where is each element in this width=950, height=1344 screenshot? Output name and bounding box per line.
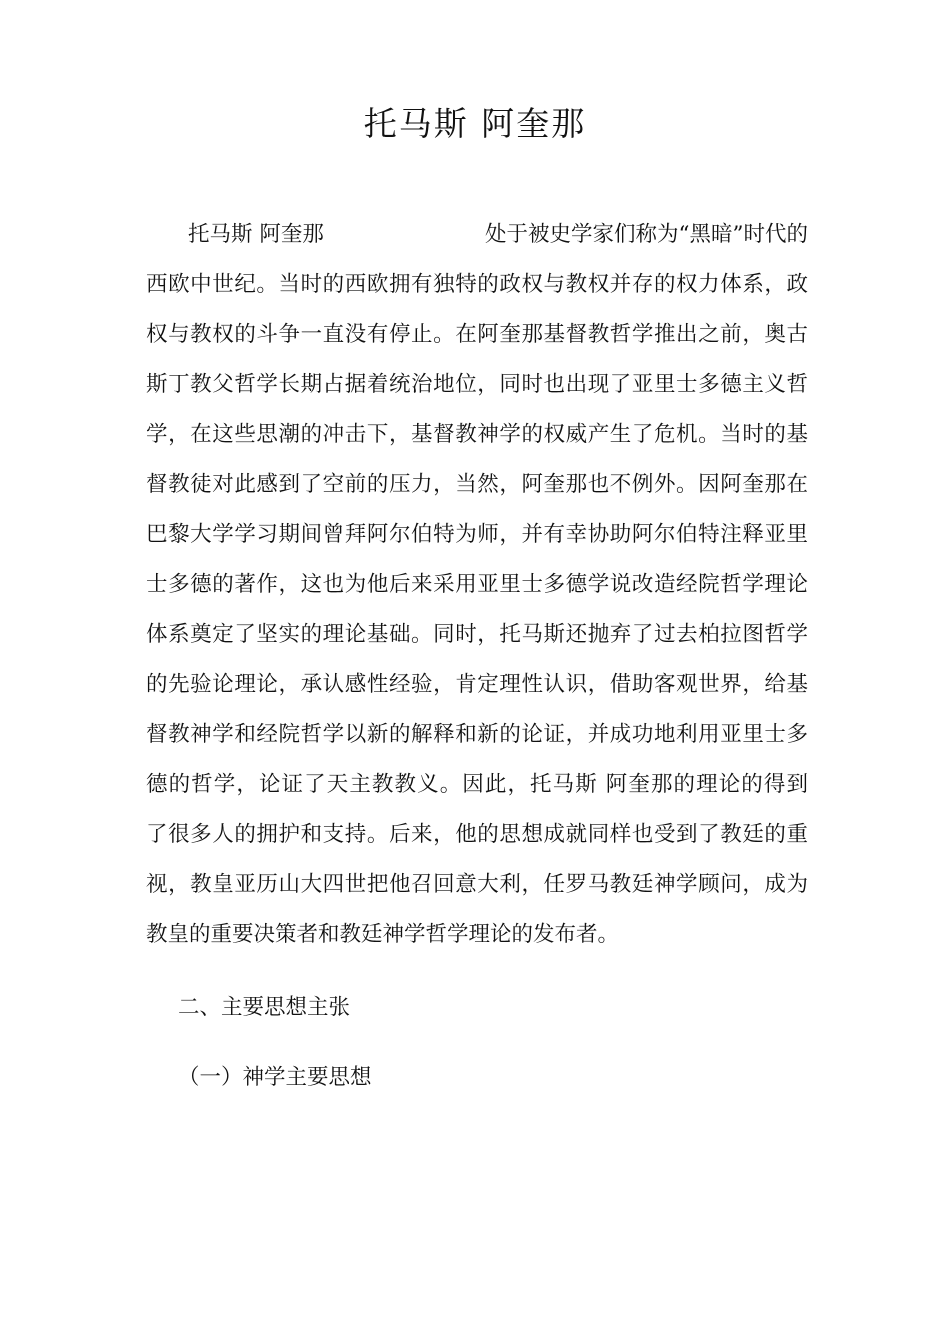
body-paragraph xyxy=(146,210,808,960)
paragraph-line: 西欧中世纪。当时的西欧拥有独特的政权与教权并存的权力体系，政 xyxy=(146,272,808,297)
paragraph-line: 视，教皇亚历山大四世把他召回意大利，任罗马教廷神学顾问，成为 xyxy=(146,872,808,897)
paragraph-line: 巴黎大学学习期间曾拜阿尔伯特为师，并有幸协助阿尔伯特注释亚里 xyxy=(146,522,808,547)
paragraph-line: 的先验论理论，承认感性经验，肯定理性认识，借助客观世界，给基 xyxy=(146,672,808,697)
document-title: 托马斯 阿奎那 xyxy=(363,104,587,143)
subsection-heading: （一）神学主要思想 xyxy=(178,1065,372,1090)
paragraph-line: 了很多人的拥护和支持。后来，他的思想成就同样也受到了教廷的重 xyxy=(146,822,808,847)
paragraph-line: 斯丁教父哲学长期占据着统治地位，同时也出现了亚里士多德主义哲 xyxy=(146,372,808,397)
paragraph-line: 督教神学和经院哲学以新的解释和新的论证，并成功地利用亚里士多 xyxy=(146,722,808,747)
paragraph-line: 权与教权的斗争一直没有停止。在阿奎那基督教哲学推出之前，奥古 xyxy=(146,322,808,347)
paragraph-line xyxy=(146,210,808,260)
paragraph-line: 德的哲学，论证了天主教教义。因此，托马斯 阿奎那的理论的得到 xyxy=(146,772,808,797)
paragraph-line: 教皇的重要决策者和教廷神学哲学理论的发布者。 xyxy=(146,922,620,947)
paragraph-line: 体系奠定了坚实的理论基础。同时，托马斯还抛弃了过去柏拉图哲学 xyxy=(146,622,808,647)
paragraph-line: 士多德的著作，这也为他后来采用亚里士多德学说改造经院哲学理论 xyxy=(146,572,808,597)
paragraph-line: 学，在这些思潮的冲击下，基督教神学的权威产生了危机。当时的基 xyxy=(146,422,808,447)
paragraph-line: 督教徒对此感到了空前的压力，当然，阿奎那也不例外。因阿奎那在 xyxy=(146,472,808,497)
section-heading: 二、主要思想主张 xyxy=(178,995,351,1020)
paragraph-opening: 处于被史学家们称为“黑暗”时代的 xyxy=(485,222,808,247)
paragraph-subject: 托马斯 阿奎那 xyxy=(188,222,324,247)
